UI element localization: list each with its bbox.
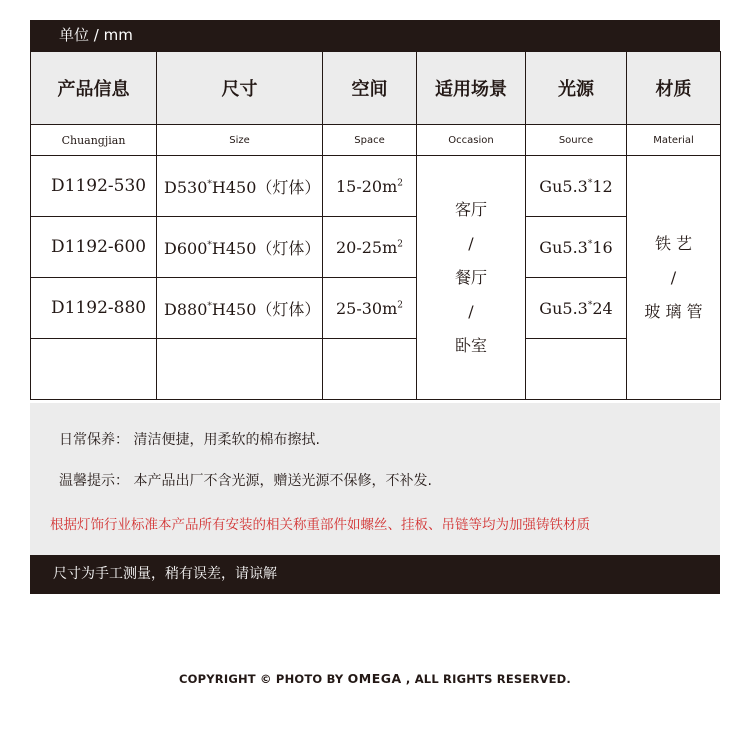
table-row — [31, 156, 721, 217]
empty-cell — [323, 339, 417, 400]
source-cell: Gu5.3*12 — [526, 156, 627, 217]
header-en: Occasion — [417, 125, 526, 156]
model-cell: D1192-530 — [31, 156, 157, 217]
model-cell: D1192-880 — [31, 278, 157, 339]
header-en: Source — [526, 125, 627, 156]
source-cell: Gu5.3*24 — [526, 278, 627, 339]
table-row-empty — [31, 339, 721, 400]
copyright-line: COPYRIGHT © PHOTO BY OMEGA , ALL RIGHTS RESERVED. — [179, 671, 571, 686]
occasion-item: 卧室 — [454, 335, 487, 355]
notes-panel — [30, 403, 720, 555]
header-cn: 产品信息 — [31, 52, 157, 125]
space-cell: $25-30m^2$ — [323, 278, 417, 339]
header-en: Chuangjian — [31, 125, 157, 156]
unit-label: 单位 / mm — [30, 20, 720, 51]
empty-cell — [157, 339, 323, 400]
empty-cell — [526, 339, 627, 400]
occasion-cell — [417, 156, 526, 400]
header-row-cn — [31, 52, 721, 125]
source-cell: Gu5.3*16 — [526, 217, 627, 278]
table-row — [31, 278, 721, 339]
occasion-item: 客厅 — [454, 199, 487, 219]
size-cell: D880*H450（灯体） — [157, 278, 323, 339]
space-cell: $20-25m^2$ — [323, 217, 417, 278]
brand-name: OMEGA — [347, 671, 402, 686]
header-en: Space — [323, 125, 417, 156]
tip-note: 温馨提示： 本产品出厂不含光源，赠送光源不保修，不补发. — [59, 473, 432, 489]
occasion-separator: / — [468, 233, 474, 253]
care-note: 日常保养： 清洁便捷，用柔软的棉布擦拭. — [59, 432, 320, 448]
header-cn: 适用场景 — [417, 52, 526, 125]
table-row — [31, 217, 721, 278]
space-cell: $15-20m^2$ — [323, 156, 417, 217]
header-cn: 空间 — [323, 52, 417, 125]
measure-note: 尺寸为手工测量，稍有误差，请谅解 — [30, 555, 720, 594]
header-cn: 尺寸 — [157, 52, 323, 125]
spec-sheet — [30, 20, 720, 594]
header-row-en — [31, 125, 721, 156]
warning-note: 根据灯饰行业标准本产品所有安装的相关称重部件如螺丝、挂板、吊链等均为加强铸铁材质 — [50, 517, 590, 533]
occasion-separator: / — [468, 301, 474, 321]
occasion-item: 餐厅 — [454, 267, 487, 287]
material-item: 玻 璃 管 — [644, 301, 703, 321]
empty-cell — [31, 339, 157, 400]
size-cell: D530*H450（灯体） — [157, 156, 323, 217]
spec-table — [30, 51, 721, 400]
material-item: 铁 艺 — [654, 233, 693, 253]
model-cell: D1192-600 — [31, 217, 157, 278]
header-cn: 材质 — [627, 52, 721, 125]
header-en: Size — [157, 125, 323, 156]
material-separator: / — [670, 267, 677, 287]
header-cn: 光源 — [526, 52, 627, 125]
material-cell — [627, 156, 721, 400]
header-en: Material — [627, 125, 721, 156]
size-cell: D600*H450（灯体） — [157, 217, 323, 278]
